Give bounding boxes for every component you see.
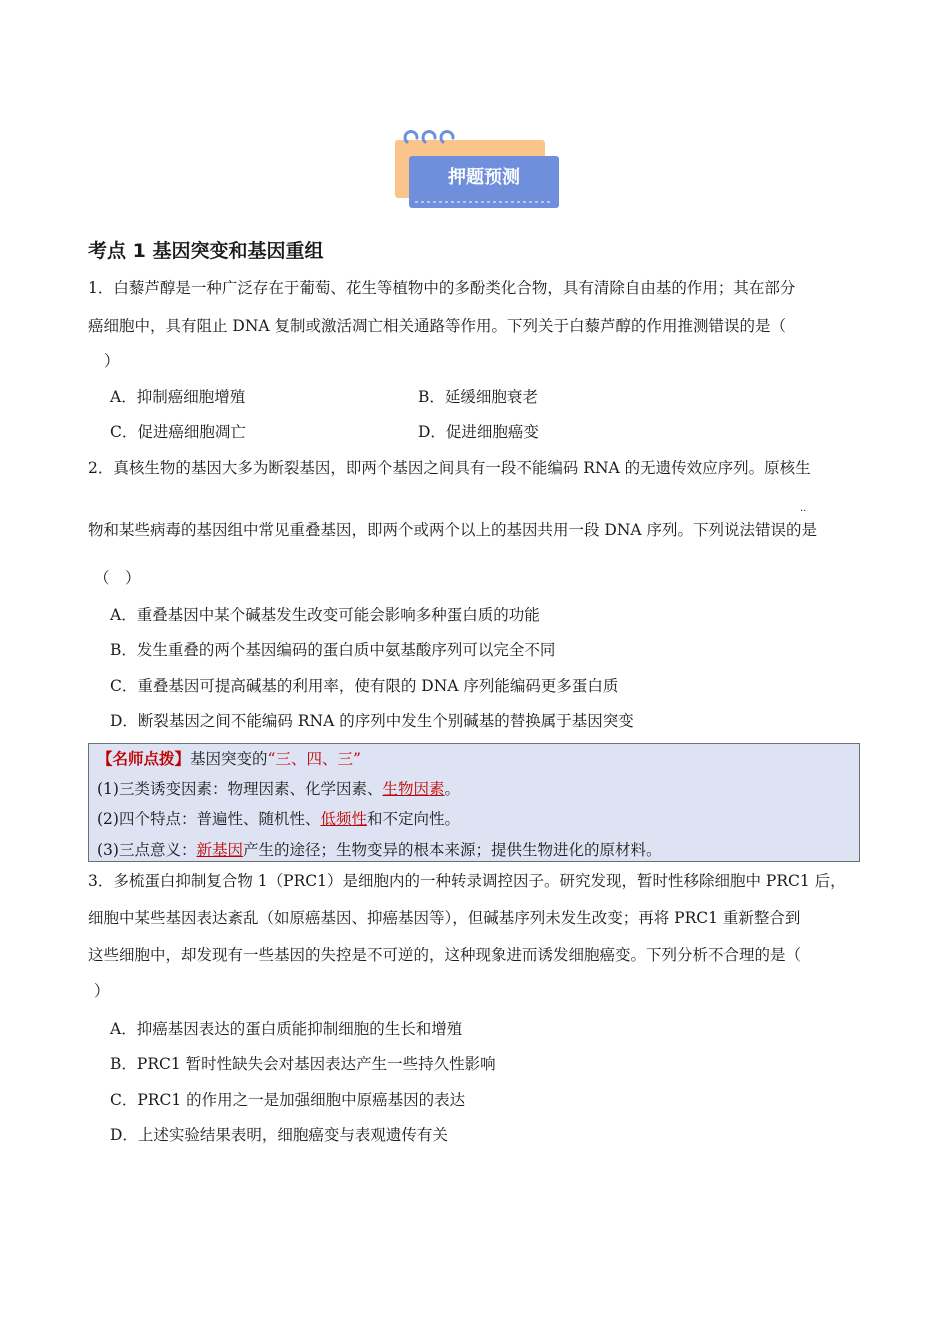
tip-heading [97, 749, 361, 769]
q1-stem-line-2: 癌细胞中，具有阻止 DNA 复制或激活凋亡相关通路等作用。下列关于白藜芦醇的作用推测错误的是（ [88, 317, 787, 335]
badge-graphic [395, 124, 565, 212]
tip-row-1-end: 。 [444, 780, 460, 798]
tip-row-3-text: (3)三点意义： [97, 841, 197, 859]
tip-tag: 【名师点拨】 [97, 749, 191, 768]
tip-row-3-highlight: 新基因 [196, 841, 243, 859]
q2-stem-line-3: （ ） [94, 569, 141, 587]
q3-stem-line-3: 这些细胞中，却发现有一些基因的失控是不可逆的，这种现象进而诱发细胞癌变。下列分析不合理的是（ [88, 946, 802, 964]
q3-option-a[interactable]: A．抑癌基因表达的蛋白质能抑制细胞的生长和增殖 [110, 1020, 463, 1038]
tip-row-3 [97, 840, 662, 860]
q3-stem-line-2: 细胞中某些基因表达紊乱（如原癌基因、抑癌基因等），但碱基序列未发生改变；再将 PRC1 重新整合到 [88, 909, 801, 927]
q3-stem-line-1: 3．多梳蛋白抑制复合物 1（PRC1）是细胞内的一种转录调控因子。研究发现，暂时性移除细胞中 PRC1 后， [88, 872, 846, 890]
q2-option-b[interactable]: B．发生重叠的两个基因编码的蛋白质中氨基酸序列可以完全不同 [110, 641, 556, 659]
q2-option-c[interactable]: C．重叠基因可提高碱基的利用率，使有限的 DNA 序列能编码更多蛋白质 [110, 677, 619, 695]
q1-option-c[interactable]: C．促进癌细胞凋亡 [110, 423, 246, 441]
q1-option-d[interactable]: D．促进细胞癌变 [418, 423, 539, 441]
tip-row-1 [97, 779, 460, 799]
tip-row-2-end: 和不定向性。 [366, 810, 460, 828]
q2-stem-line-2: 物和某些病毒的基因组中常见重叠基因，即两个或两个以上的基因共用一段 DNA 序列。下列说法错误的是 [88, 521, 818, 539]
badge-label: 押题预测 [448, 167, 520, 188]
q2-stem-line-1: 2．真核生物的基因大多为断裂基因，即两个基因之间具有一段不能编码 RNA 的无遗传效应序列。原核生 [88, 459, 811, 477]
tip-row-1-text: (1)三类诱变因素：物理因素、化学因素、 [97, 780, 383, 798]
q1-option-a[interactable]: A．抑制癌细胞增殖 [110, 388, 246, 406]
q3-option-b[interactable]: B．PRC1 暂时性缺失会对基因表达产生一些持久性影响 [110, 1055, 496, 1073]
tip-row-2-highlight: 低频性 [320, 810, 367, 828]
q3-option-d[interactable]: D．上述实验结果表明，细胞癌变与表观遗传有关 [110, 1126, 448, 1144]
tip-row-3-end: 产生的途径；生物变异的根本来源；提供生物进化的原材料。 [242, 841, 662, 859]
q1-stem-line-3: ） [104, 352, 120, 370]
q2-option-d[interactable]: D．断裂基因之间不能编码 RNA 的序列中发生个别碱基的替换属于基因突变 [110, 712, 634, 730]
section-title: 考点 1 基因突变和基因重组 [88, 240, 324, 262]
q2-option-a[interactable]: A．重叠基因中某个碱基发生改变可能会影响多种蛋白质的功能 [110, 606, 540, 624]
q2-emphasis-dots: ·· [800, 506, 807, 517]
q1-stem-line-1: 1．白藜芦醇是一种广泛存在于葡萄、花生等植物中的多酚类化合物，具有清除自由基的作用；其在部分 [88, 279, 796, 297]
q3-stem-line-4: ） [94, 982, 110, 1000]
tip-heading-text: 基因突变的 [190, 750, 268, 768]
q3-option-c[interactable]: C．PRC1 的作用之一是加强细胞中原癌基因的表达 [110, 1091, 466, 1109]
tip-row-2 [97, 809, 460, 829]
teacher-tip-box [88, 743, 860, 862]
q1-option-b[interactable]: B．延缓细胞衰老 [418, 388, 538, 406]
tip-row-2-text: (2)四个特点：普遍性、随机性、 [97, 810, 321, 828]
tip-heading-quote: “三、四、三” [267, 750, 361, 768]
tip-row-1-highlight: 生物因素 [382, 780, 445, 798]
